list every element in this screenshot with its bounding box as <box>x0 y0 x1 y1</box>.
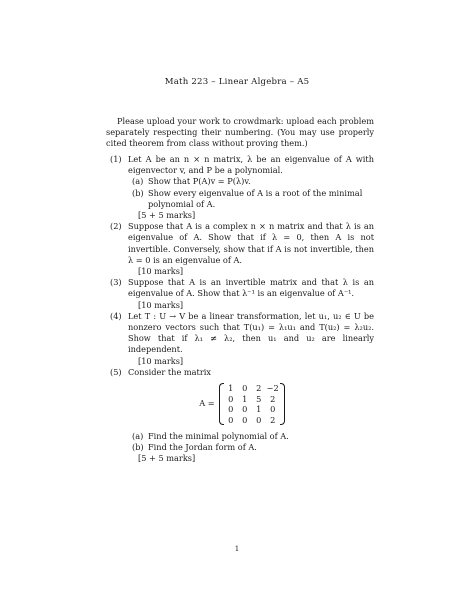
problem-part <box>132 431 374 442</box>
problem-4 <box>110 311 374 367</box>
matrix-entry: −2 <box>266 383 279 394</box>
problem-1 <box>110 154 374 221</box>
matrix-entry: 0 <box>228 404 234 415</box>
matrix-entry: 2 <box>256 383 262 394</box>
left-bracket <box>219 383 224 425</box>
part-label: (b) <box>132 442 144 453</box>
problem-text: Let T : U → V be a linear transformation, let u₁, u₂ ∈ U be nonzero vectors such that T(u₁) = λ₁u₁ and T(u₂) = λ₂u₂. Show that if λ₁ ≠ λ₂, then u₁ and u₂ are linearly independent. <box>128 310 374 355</box>
matrix-entry: 0 <box>242 383 248 394</box>
matrix-entry: 0 <box>228 414 234 425</box>
problem-2 <box>110 221 374 277</box>
matrix-entry: 0 <box>228 393 234 404</box>
marks-label: [10 marks] <box>138 266 184 277</box>
matrix-entry: 1 <box>228 383 234 394</box>
right-bracket <box>280 383 285 425</box>
marks-label: [5 + 5 marks] <box>138 453 196 464</box>
problem-number: (3) <box>110 277 122 288</box>
part-text: Find the Jordan form of A. <box>148 442 257 453</box>
part-label: (a) <box>132 431 144 442</box>
matrix-entry: 2 <box>270 393 276 404</box>
problem-part <box>132 176 374 187</box>
part-label: (b) <box>132 187 144 198</box>
problem-text: Consider the matrix <box>128 366 211 377</box>
matrix-entry: 0 <box>242 414 248 425</box>
matrix-entry: 1 <box>242 393 248 404</box>
problem-5 <box>110 367 374 465</box>
matrix-entry: 0 <box>256 414 262 425</box>
part-text: Find the minimal polynomial of A. <box>148 431 289 442</box>
part-label: (a) <box>132 176 144 187</box>
matrix-entry: 0 <box>270 404 276 415</box>
problem-3 <box>110 277 374 311</box>
matrix-entry: 0 <box>242 404 248 415</box>
problem-part <box>132 188 374 210</box>
problem-number: (1) <box>110 154 122 164</box>
part-text: Show every eigenvalue of A is a root of the minimal polynomial of A. <box>148 187 363 209</box>
marks-label: [5 + 5 marks] <box>138 210 196 221</box>
problem-part <box>132 442 374 453</box>
page-title: Math 223 – Linear Algebra – A5 <box>164 77 310 87</box>
problem-text: Suppose that A is an invertible matrix and that λ is an eigenvalue of A. Show that λ⁻¹ is an eigenvalue of A⁻¹. <box>128 277 374 299</box>
matrix-entry: 1 <box>256 404 262 415</box>
part-text: Show that P(A)v = P(λ)v. <box>148 176 251 187</box>
problem-number: (2) <box>110 221 122 232</box>
problem-number: (5) <box>110 366 122 377</box>
matrix-entry: 5 <box>256 393 262 404</box>
problem-text: Let A be an n × n matrix, λ be an eigenvalue of A with eigenvector v, and P be a polynomial. <box>128 154 374 176</box>
problem-text: Suppose that A is a complex n × n matrix and that λ is an eigenvalue of A. Show that if λ = 0, then A is not invertible. Conversely, show that if A is not invertible, then λ = 0 is an eigenvalue of A. <box>128 221 374 265</box>
page-number: 1 <box>234 545 240 553</box>
marks-label: [10 marks] <box>138 299 184 310</box>
matrix-equation <box>110 383 374 425</box>
matrix-label: A = <box>199 398 215 409</box>
matrix-entry: 2 <box>270 414 276 425</box>
problem-number: (4) <box>110 310 122 321</box>
problem-list <box>110 154 374 465</box>
instructions-paragraph: Please upload your work to crowdmark: upload each problem separately respecting their numbering. (You may use properly cited theorem from class without proving them.) <box>106 116 374 149</box>
marks-label: [10 marks] <box>138 355 184 366</box>
matrix-a <box>219 383 285 425</box>
